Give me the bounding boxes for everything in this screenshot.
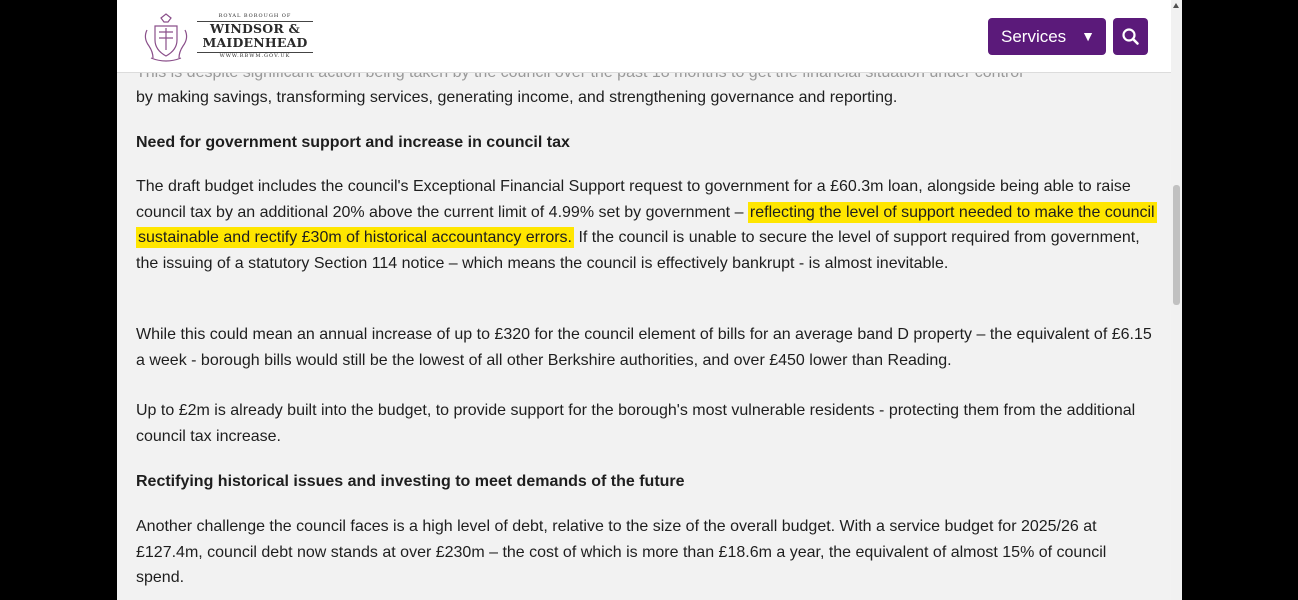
- search-button[interactable]: [1113, 18, 1148, 55]
- logo-line-windsor: WINDSOR &: [210, 21, 300, 36]
- paragraph-text: The draft budget includes the council's Exceptional Financial Support request to government for a £60.3m loan, alongside being able to raise council tax by an additional 20% above the current limit of 4.99% set by government –: [136, 178, 1131, 221]
- article-paragraph-debt: Another challenge the council faces is a high level of debt, relative to the size of the overall budget. With a service budget for 2025/26 at £127.4m, council debt now stands at over £230m – the cost of which is more than £18.6m a year, the equivalent of almost 15% of council spend.: [136, 518, 1107, 586]
- services-menu-button[interactable]: [988, 18, 1106, 55]
- search-icon: [1113, 18, 1148, 55]
- article-paragraph-annual-increase: While this could mean an annual increase of up to £320 for the council element of bills for an average band D property – the equivalent of £6.15 a week - borough bills would still be the lowest of all other Berkshire authorities, and over £450 lower than Reading.: [136, 326, 1152, 369]
- scrollbar-thumb[interactable]: [1173, 185, 1180, 305]
- article-paragraph-draft-budget: [136, 174, 1156, 276]
- site-logo[interactable]: [141, 12, 313, 64]
- article-paragraph-partial: by making savings, transforming services, generating income, and strengthening governance and reporting.: [136, 89, 898, 106]
- crest-icon: [141, 12, 191, 64]
- section-heading-government-support: Need for government support and increase in council tax: [136, 134, 570, 151]
- page-scrollbar[interactable]: [1171, 0, 1182, 600]
- chevron-down-icon: ▼: [1081, 28, 1095, 44]
- services-label: Services: [1001, 27, 1067, 46]
- highlighted-text: reflecting the level of support needed to make the council sustainable and rectify £30m of historical accountancy errors.: [138, 203, 1155, 246]
- logo-line-maidenhead: MAIDENHEAD: [202, 35, 308, 50]
- logo-wordmark: [197, 12, 313, 60]
- browser-viewport: [117, 0, 1171, 600]
- article-paragraph-support-vulnerable: Up to £2m is already built into the budget, to provide support for the borough's most vulnerable residents - protecting them from the additional council tax increase.: [136, 402, 1136, 445]
- logo-url: WWW.RBWM.GOV.UK: [197, 52, 313, 60]
- scroll-up-icon[interactable]: [1173, 3, 1179, 8]
- section-heading-historical-issues: Rectifying historical issues and investing to meet demands of the future: [136, 473, 685, 490]
- paragraph-text: If the council is unable to secure the level of support required from government, the issuing of a statutory Section 114 notice – which means the council is effectively bankrupt - is almost inevitable.: [136, 229, 1140, 272]
- site-header: [117, 0, 1171, 73]
- logo-tagline: ROYAL BOROUGH OF: [197, 12, 313, 22]
